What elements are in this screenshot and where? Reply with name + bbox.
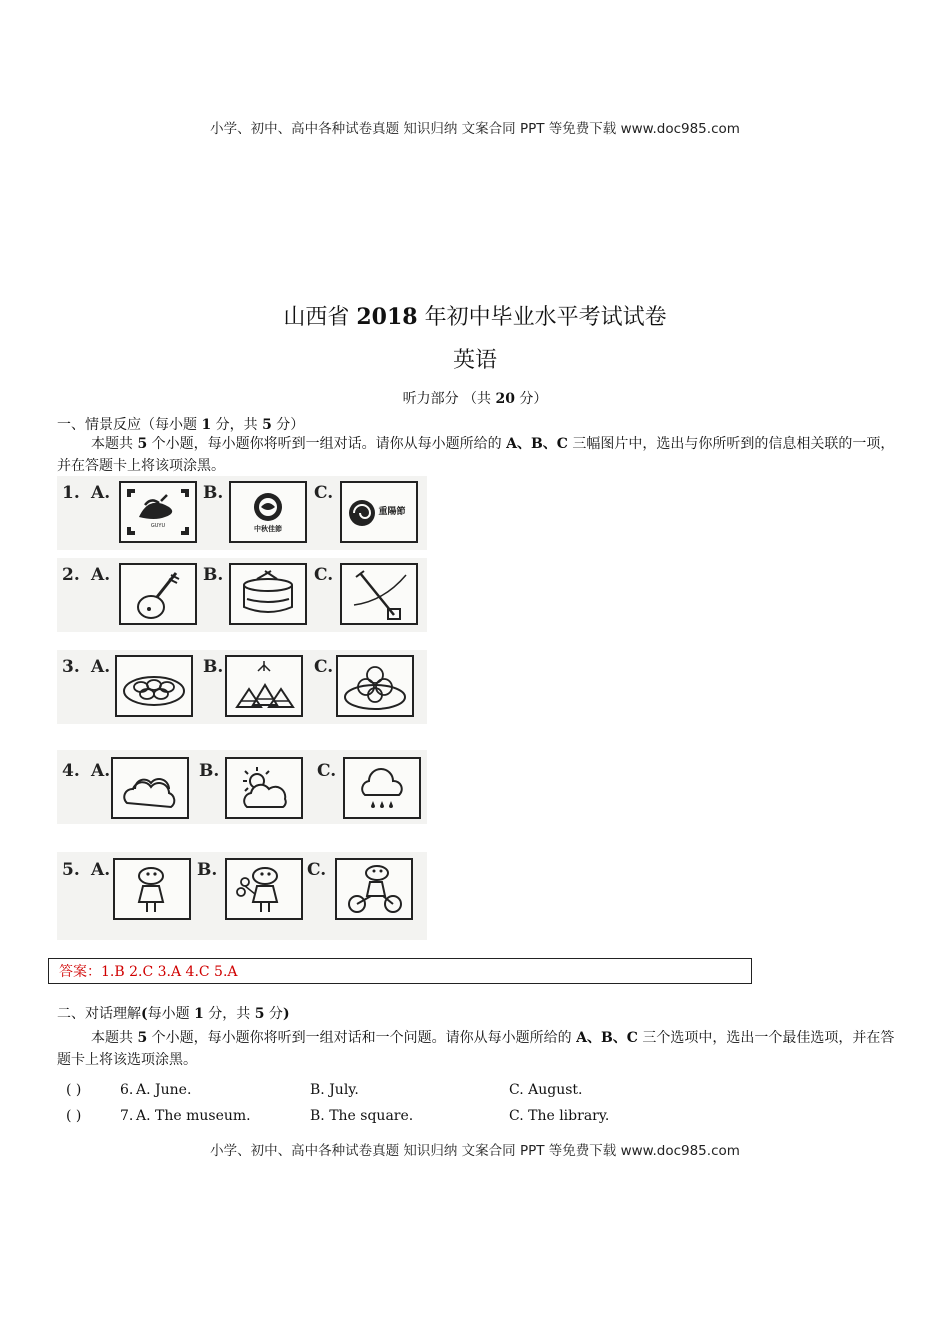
s2-h-n1: 1: [194, 1006, 204, 1022]
option-b-label: B.: [203, 657, 224, 677]
s1-h-post: 分）: [271, 417, 305, 433]
option-c[interactable]: C. The library.: [509, 1108, 610, 1124]
title-province: 山西省: [283, 305, 357, 330]
s2-h-paren: (: [141, 1006, 148, 1022]
picture-question-3: [57, 650, 427, 724]
s1-h-n1: 1: [201, 417, 212, 433]
option-c-label: C.: [314, 565, 334, 585]
section1-heading: [57, 414, 304, 434]
section1-answer-box: 答案：1.B 2.C 3.A 4.C 5.A: [48, 958, 752, 984]
option-a[interactable]: A. The museum.: [136, 1108, 251, 1124]
option-a-label: A.: [91, 483, 111, 503]
option-b-label: B.: [199, 761, 220, 781]
zongzi-icon: [225, 655, 303, 717]
option-a-label: A.: [91, 761, 111, 781]
peppa-flowers-icon: [225, 858, 303, 920]
s1-i-t3: 三幅图片中，选出与你所听到的信息相关联的一项，并在答题卡上将该项涂黑。: [57, 436, 895, 474]
section2-intro: [57, 1027, 899, 1071]
picture-question-4: [57, 750, 427, 824]
picture-question-1: [57, 476, 427, 550]
s2-h-mid3: 分: [264, 1006, 283, 1022]
option-c-label: C.: [314, 483, 334, 503]
gu-yu-caption: GUYU: [150, 523, 166, 529]
s1-i-n: 5: [137, 436, 148, 452]
s2-h-n2: 5: [254, 1006, 265, 1022]
answer-blank[interactable]: ( ): [66, 1108, 82, 1124]
title-year: 2018: [356, 304, 418, 330]
option-c-label: C.: [307, 860, 327, 880]
part-post: 分）: [514, 391, 548, 407]
s2-h-mid1: 每小题: [147, 1006, 195, 1022]
option-a[interactable]: A. June.: [136, 1082, 192, 1098]
s2-i-t2: 个小题，每小题你将听到一组对话和一个问题。请你从每小题所给的: [147, 1030, 577, 1046]
drum-icon: [229, 563, 307, 625]
question-number: 4.: [62, 761, 80, 781]
option-a-label: A.: [91, 565, 111, 585]
part-score: 20: [495, 391, 515, 407]
question-number: 5.: [62, 860, 80, 880]
dumplings-icon: [115, 655, 193, 717]
s2-i-t1: 本题共: [91, 1030, 138, 1046]
option-b-label: B.: [203, 565, 224, 585]
s2-i-abc: A、B、C: [576, 1030, 638, 1046]
cloudy-icon: [111, 757, 189, 819]
page-footer: 小学、初中、高中各种试卷真题 知识归纳 文案合同 PPT 等免费下载 www.doc985.com: [210, 1143, 740, 1159]
rainy-icon: [343, 757, 421, 819]
s1-h-pre: 一、情景反应（每小题: [57, 417, 202, 433]
pipa-icon: [119, 563, 197, 625]
tangyuan-icon: [336, 655, 414, 717]
s1-i-t1: 本题共: [91, 436, 138, 452]
page-header: 小学、初中、高中各种试卷真题 知识归纳 文案合同 PPT 等免费下载 www.doc985.com: [210, 121, 740, 137]
s1-h-n2: 5: [262, 417, 272, 433]
question-number: 1.: [62, 483, 80, 503]
option-b-label: B.: [203, 483, 224, 503]
s2-h-close: ): [282, 1006, 290, 1022]
peppa-standing-icon: [113, 858, 191, 920]
listening-part-label: [0, 388, 950, 408]
s2-i-n: 5: [137, 1030, 148, 1046]
chongyang-caption: 重陽節: [378, 507, 406, 517]
section1-intro: [57, 433, 899, 477]
zhongqiu-jiajie-logo: [229, 481, 307, 543]
section2-heading: [57, 1003, 290, 1023]
picture-question-5: [57, 852, 427, 940]
s1-h-mid: 分，共: [211, 417, 263, 433]
question-number: 2.: [62, 565, 80, 585]
chongyang-logo: [340, 481, 418, 543]
zhongqiu-caption: 中秋佳節: [254, 525, 282, 533]
option-b[interactable]: B. July.: [310, 1082, 359, 1098]
option-a-label: A.: [91, 657, 111, 677]
question-number: 6.: [120, 1082, 134, 1098]
part-pre: 听力部分 （共: [402, 391, 496, 407]
s1-i-abc: A、B、C: [506, 436, 568, 452]
option-c-label: C.: [317, 761, 337, 781]
exam-title: [0, 300, 950, 331]
s2-h-pre: 二、对话理解: [57, 1006, 141, 1022]
s1-i-t2: 个小题，每小题你将听到一组对话。请你从每小题所给的: [147, 436, 507, 452]
title-rest: 年初中毕业水平考试试卷: [417, 305, 667, 330]
s2-i-t3: 三个选项中，选出一个最佳选项，并在答题卡上将该选项涂黑。: [57, 1030, 895, 1068]
answer-blank[interactable]: ( ): [66, 1082, 82, 1098]
exam-subject: 英语: [452, 348, 497, 373]
option-b[interactable]: B. The square.: [310, 1108, 414, 1124]
gu-yu-logo: [119, 481, 197, 543]
erhu-icon: [340, 563, 418, 625]
question-number: 7.: [120, 1108, 134, 1124]
option-a-label: A.: [91, 860, 111, 880]
peppa-bicycle-icon: [335, 858, 413, 920]
s2-h-mid2: 分，共: [203, 1006, 255, 1022]
option-c-label: C.: [314, 657, 334, 677]
question-number: 3.: [62, 657, 80, 677]
option-c[interactable]: C. August.: [509, 1082, 583, 1098]
picture-question-2: [57, 558, 427, 632]
option-b-label: B.: [197, 860, 218, 880]
partly-sunny-icon: [225, 757, 303, 819]
